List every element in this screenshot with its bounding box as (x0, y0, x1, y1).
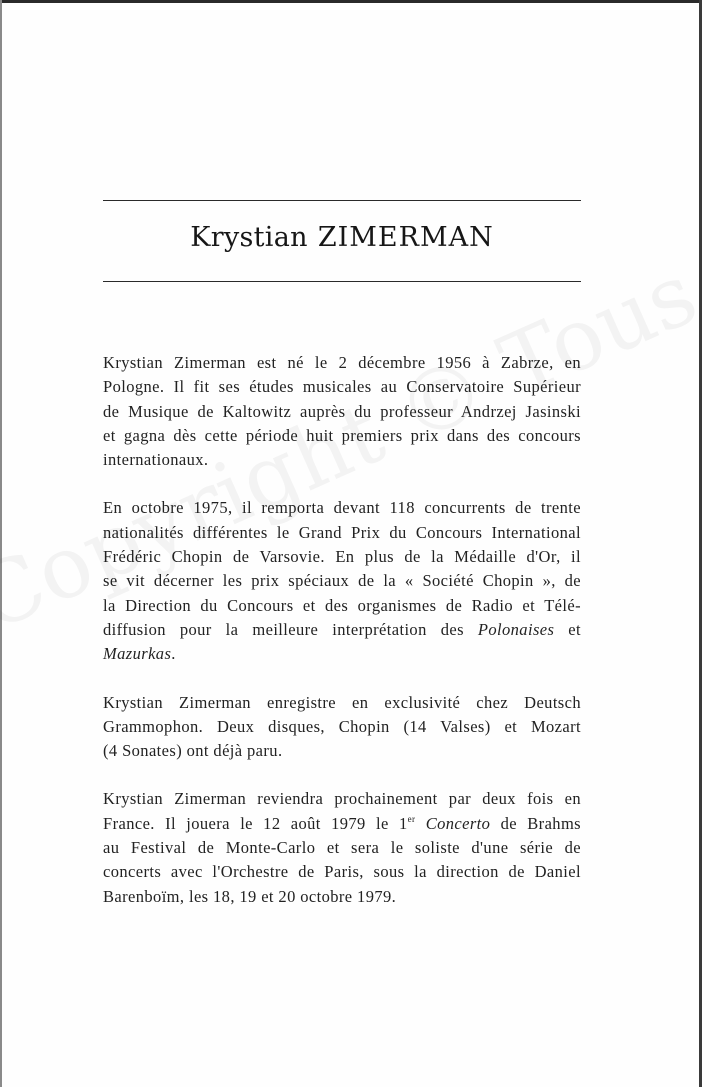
paragraph-competition (103, 496, 581, 666)
text-line: Frédéric Chopin de Varsovie. En plus de la Médaille d'Or, il (103, 547, 581, 567)
text-line: Krystian Zimerman enregistre en exclusivité chez Deutsch (103, 692, 581, 712)
paragraph-birth (103, 351, 581, 472)
paragraph-concerts (103, 787, 581, 908)
text-line (103, 642, 581, 666)
text-line: concerts avec l'Orchestre de Paris, sous la direction de Daniel (103, 862, 581, 882)
biography-text (103, 351, 581, 932)
text-line (103, 618, 581, 642)
text-segment: diffusion pour la meilleure interprétation des (103, 619, 478, 639)
page-title (103, 222, 581, 253)
text-line: En octobre 1975, il remporta devant 118 concurrents de trente (103, 498, 581, 518)
italic-concerto: Concerto (425, 813, 491, 833)
scan-edge-left (0, 0, 2, 1087)
text-segment: et (554, 619, 581, 639)
text-line: se vit décerner les prix spéciaux de la « Société Chopin », de (103, 571, 581, 591)
text-line: Grammophon. Deux disques, Chopin (14 Valses) et Mozart (103, 716, 581, 736)
title-first-name: Krystian (190, 222, 308, 253)
text-line: Barenboïm, les 18, 19 et 20 octobre 1979. (103, 886, 397, 906)
title-rule-bottom (103, 281, 581, 282)
paragraph-recordings (103, 691, 581, 764)
text-segment: de Brahms (490, 813, 581, 833)
text-segment: France. Il jouera le 12 août 1979 le 1 (103, 813, 408, 833)
italic-polonaises: Polonaises (477, 619, 555, 639)
text-line: Krystian Zimerman est né le 2 décembre 1956 à Zabrze, en (103, 353, 581, 372)
text-line: internationaux. (103, 450, 209, 470)
title-surname: ZIMERMAN (317, 222, 494, 253)
text-line (103, 812, 581, 836)
text-line: Krystian Zimerman reviendra prochainement par deux fois en (103, 789, 581, 809)
text-line: Pologne. Il fit ses études musicales au Conservatoire Supérieur (103, 377, 581, 397)
italic-mazurkas: Mazurkas (103, 644, 172, 664)
text-line: et gagna dès cette période huit premiers prix dans des concours (103, 425, 581, 445)
text-line: de Musique de Kaltowitz auprès du professeur Andrzej Jasinski (103, 401, 581, 421)
scan-edge-top (0, 0, 702, 3)
text-line: (4 Sonates) ont déjà paru. (103, 741, 283, 761)
text-segment: . (171, 644, 176, 664)
text-line: au Festival de Monte-Carlo et sera le soliste d'une série de (103, 838, 581, 858)
text-line: la Direction du Concours et des organismes de Radio et Télé- (103, 595, 581, 615)
title-rule-top (103, 200, 581, 201)
text-line: nationalités différentes le Grand Prix du Concours International (103, 522, 581, 542)
superscript-er: er (407, 813, 416, 824)
